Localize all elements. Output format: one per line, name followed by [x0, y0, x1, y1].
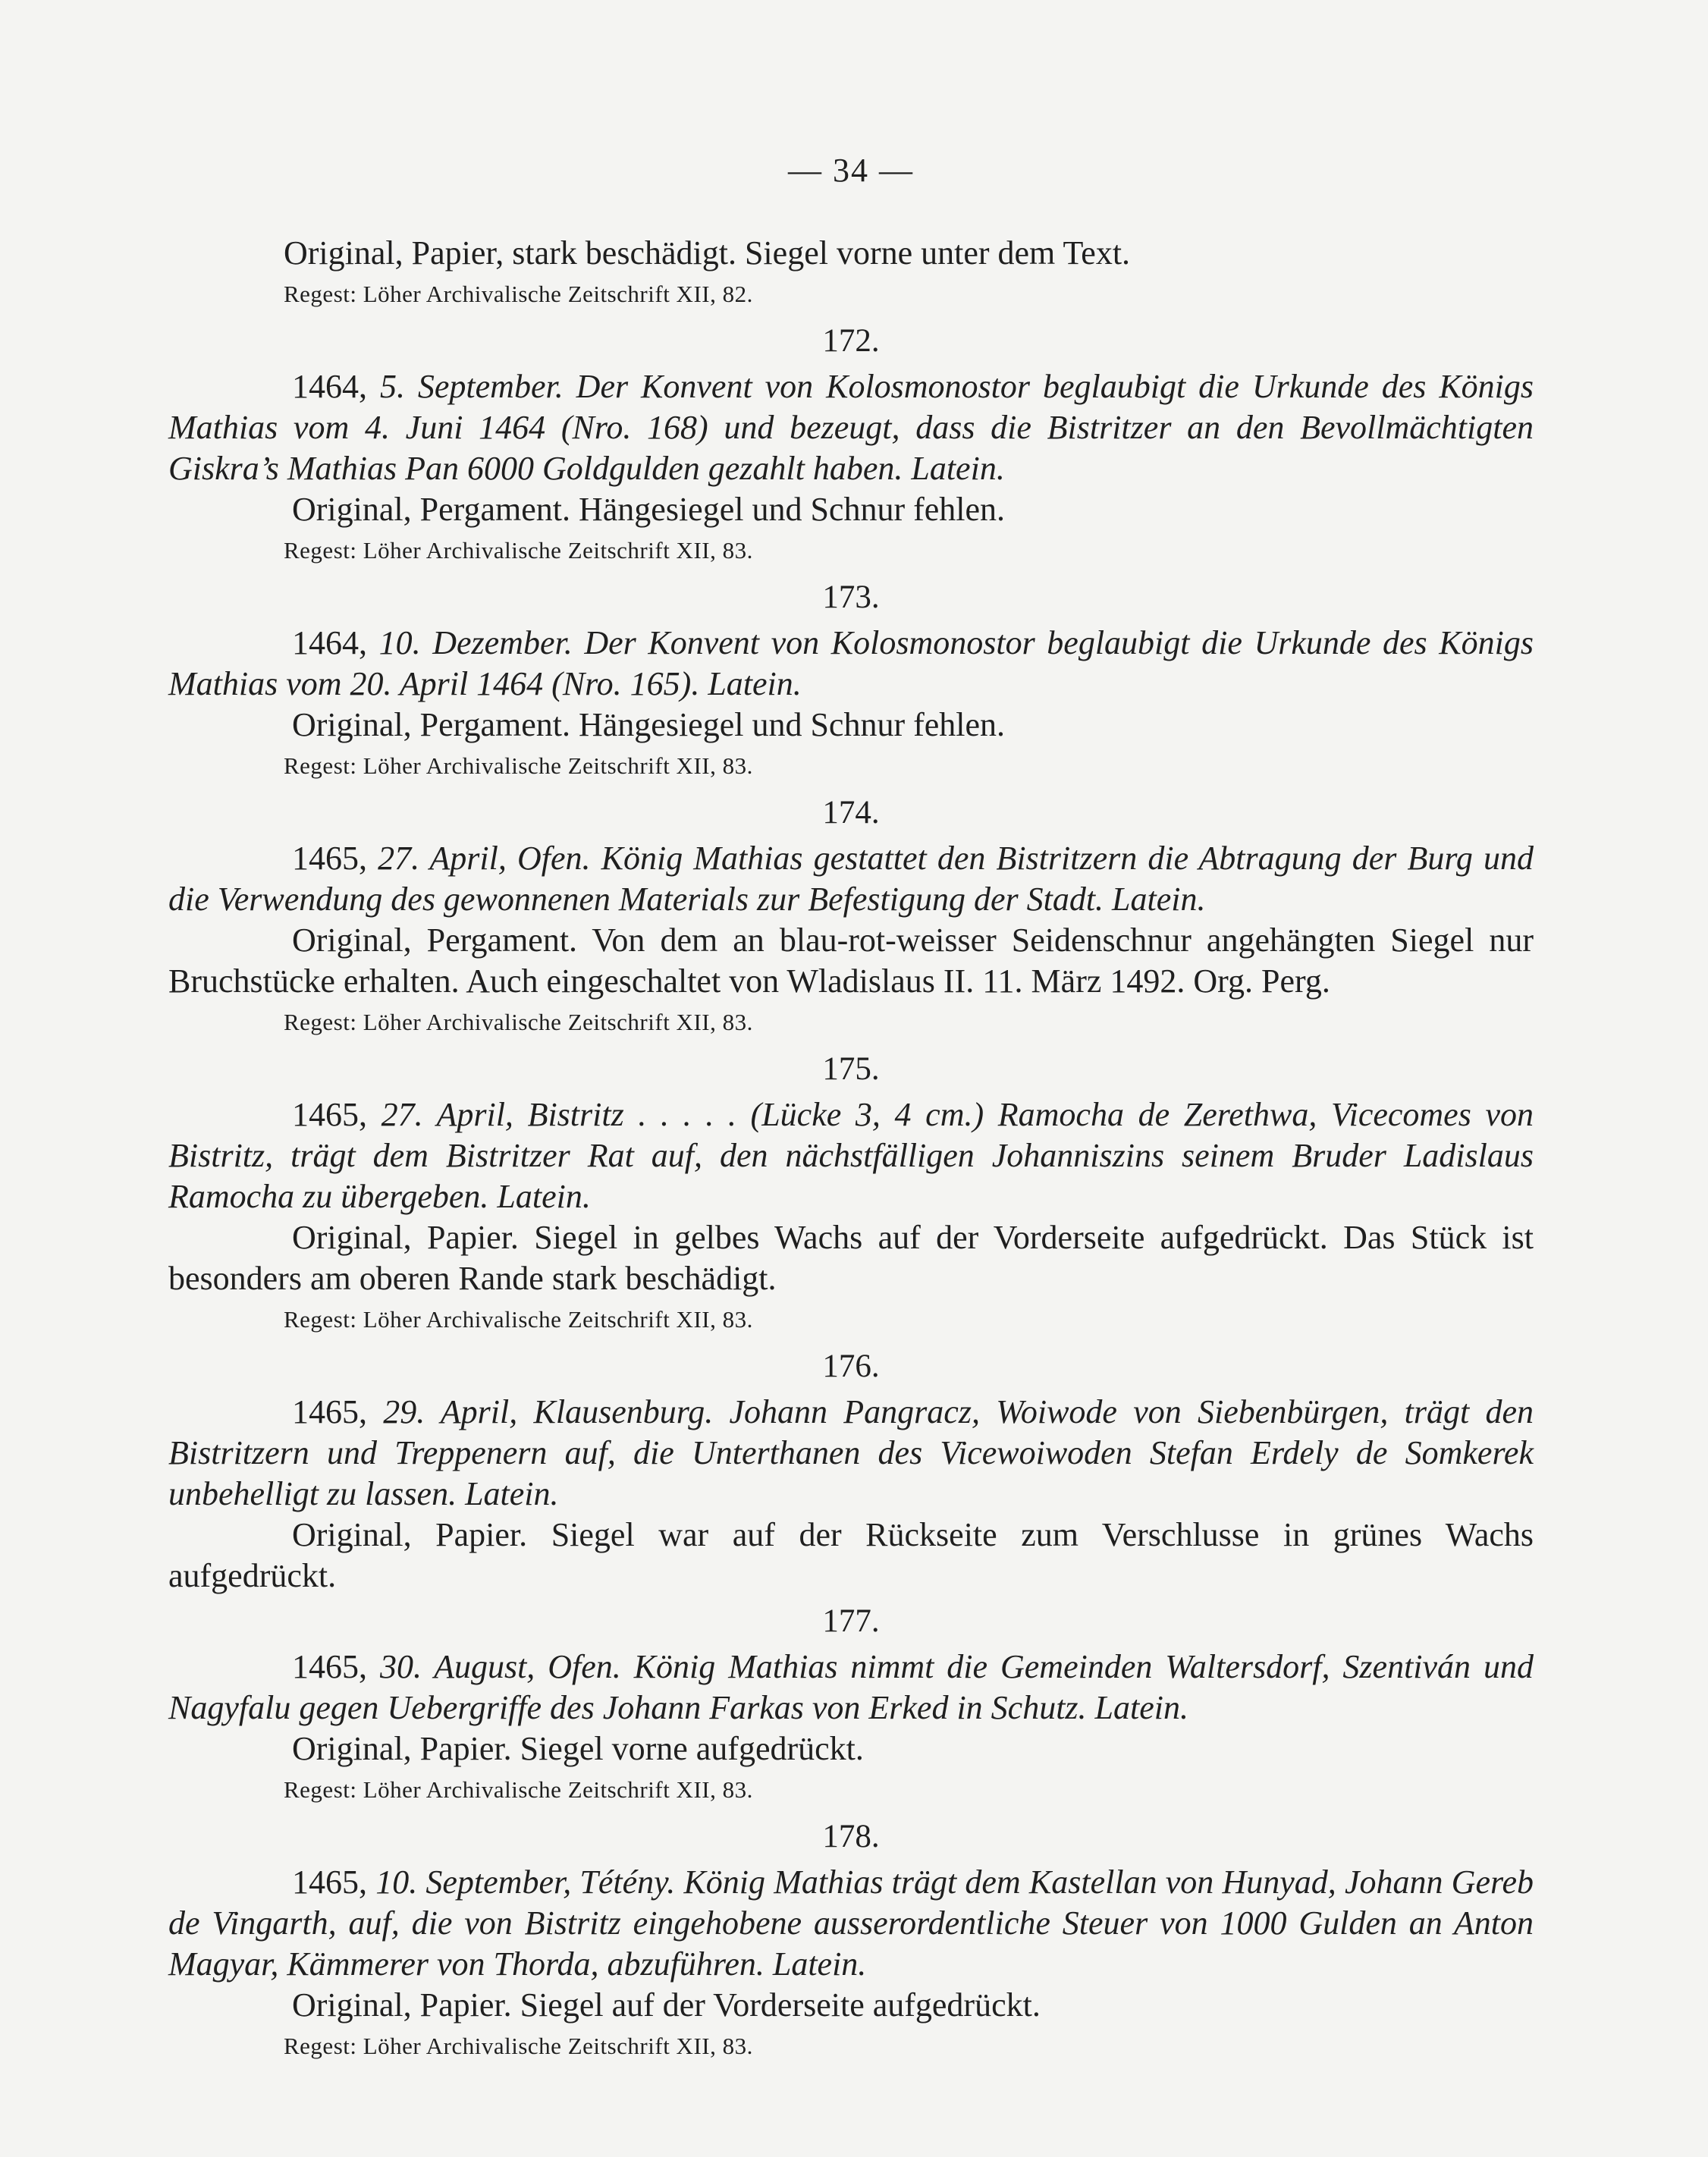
entry-175: [168, 1047, 1534, 1340]
entry-date: 1465,: [292, 1393, 367, 1430]
entry-177: [168, 1600, 1534, 1810]
entry-date: 1465,: [292, 1648, 367, 1685]
entry-number: 176.: [822, 1349, 880, 1384]
entry-text: 5. September. Der Konvent von Kolosmonostor beglaubigt die Urkunde des Königs Mathias vom 4. Juni 1464 (Nro. 168) und bezeugt, dass die Bistritzer an den Bevollmächtigten Giskra’s Mathias Pan 6000 Goldgulden gezahlt haben. Latein.: [168, 368, 1534, 487]
regest-note: Regest: Löher Archivalische Zeitschrift XII, 83.: [284, 2033, 753, 2059]
entry-174: [168, 791, 1534, 1043]
entry-text: 29. April, Klausenburg. Johann Pangracz, Woiwode von Siebenbürgen, trägt den Bistritzern und Treppenern auf, die Unterthanen des Vicewoiwoden Stefan Erdely de Somkerek unbehelligt zu lassen. Latein.: [168, 1393, 1534, 1512]
page-number: — 34 —: [788, 152, 914, 189]
entry-date: 1464,: [292, 368, 367, 405]
entry-date: 1464,: [292, 624, 367, 661]
entry-text: 10. September, Tétény. König Mathias trägt dem Kastellan von Hunyad, Johann Gereb de Vingarth, auf, die von Bistritz eingehobene ausserordentliche Steuer von 1000 Gulden an Anton Magyar, Kämmerer von Thorda, abzuführen. Latein.: [168, 1863, 1534, 1983]
entry-abstract: [168, 623, 1534, 705]
entry-abstract: [168, 1862, 1534, 1985]
entry-number: 172.: [822, 323, 880, 359]
entry-abstract: [168, 366, 1534, 489]
entry-date: 1465,: [292, 1863, 367, 1901]
entry-number: 174.: [822, 795, 880, 830]
entry-abstract: [168, 838, 1534, 920]
entry-date: 1465,: [292, 1096, 367, 1133]
regest-note: Regest: Löher Archivalische Zeitschrift XII, 83.: [284, 1009, 753, 1035]
regest-note: Regest: Löher Archivalische Zeitschrift XII, 83.: [284, 1306, 753, 1333]
entry-172: [168, 319, 1534, 571]
entry-number: 175.: [822, 1051, 880, 1087]
entry-176: [168, 1345, 1534, 1597]
original-note: Original, Pergament. Hängesiegel und Schnur fehlen.: [292, 491, 1006, 528]
top-original-note: Original, Papier, stark beschädigt. Siegel vorne unter dem Text.: [284, 234, 1131, 272]
original-note: Original, Papier. Siegel auf der Vorderseite aufgedrückt.: [292, 1986, 1041, 2024]
entry-text: 27. April, Bistritz . . . . . (Lücke 3, 4 cm.) Ramocha de Zerethwa, Vicecomes von Bistritz, trägt dem Bistritzer Rat auf, den nächstfälligen Johanniszins seinem Bruder Ladislaus Ramocha zu übergeben. Latein.: [168, 1096, 1534, 1215]
regest-note: Regest: Löher Archivalische Zeitschrift XII, 83.: [284, 537, 753, 564]
entry-number: 177.: [822, 1603, 880, 1639]
top-regest-note: Regest: Löher Archivalische Zeitschrift XII, 82.: [284, 281, 753, 307]
regest-note: Regest: Löher Archivalische Zeitschrift XII, 83.: [284, 1776, 753, 1803]
entry-number: 178.: [822, 1819, 880, 1854]
original-note: Original, Papier. Siegel in gelbes Wachs auf der Vorderseite aufgedrückt. Das Stück ist besonders am oberen Rande stark beschädigt.: [168, 1219, 1534, 1297]
original-note: Original, Pergament. Hängesiegel und Schnur fehlen.: [292, 706, 1006, 743]
original-note: Original, Papier. Siegel war auf der Rückseite zum Verschlusse in grünes Wachs aufgedrückt.: [168, 1516, 1534, 1594]
entry-text: 30. August, Ofen. König Mathias nimmt die Gemeinden Waltersdorf, Szentiván und Nagyfalu gegen Uebergriffe des Johann Farkas von Erked in Schutz. Latein.: [168, 1648, 1534, 1726]
regest-note: Regest: Löher Archivalische Zeitschrift XII, 83.: [284, 752, 753, 779]
entry-abstract: [168, 1094, 1534, 1217]
entry-text: 10. Dezember. Der Konvent von Kolosmonostor beglaubigt die Urkunde des Königs Mathias vom 20. April 1464 (Nro. 165). Latein.: [168, 624, 1534, 702]
entry-abstract: [168, 1392, 1534, 1515]
entry-173: [168, 576, 1534, 787]
entry-abstract: [168, 1647, 1534, 1728]
entry-number: 173.: [822, 579, 880, 615]
entry-text: 27. April, Ofen. König Mathias gestattet den Bistritzern die Abtragung der Burg und die Verwendung des gewonnenen Materials zur Befestigung der Stadt. Latein.: [168, 840, 1534, 918]
entry-date: 1465,: [292, 840, 367, 877]
entry-178: [168, 1815, 1534, 2067]
original-note: Original, Pergament. Von dem an blau-rot-weisser Seidenschnur angehängten Siegel nur Bruchstücke erhalten. Auch eingeschaltet von Wladislaus II. 11. März 1492. Org. Perg.: [168, 922, 1534, 1000]
original-note: Original, Papier. Siegel vorne aufgedrückt.: [292, 1730, 864, 1767]
